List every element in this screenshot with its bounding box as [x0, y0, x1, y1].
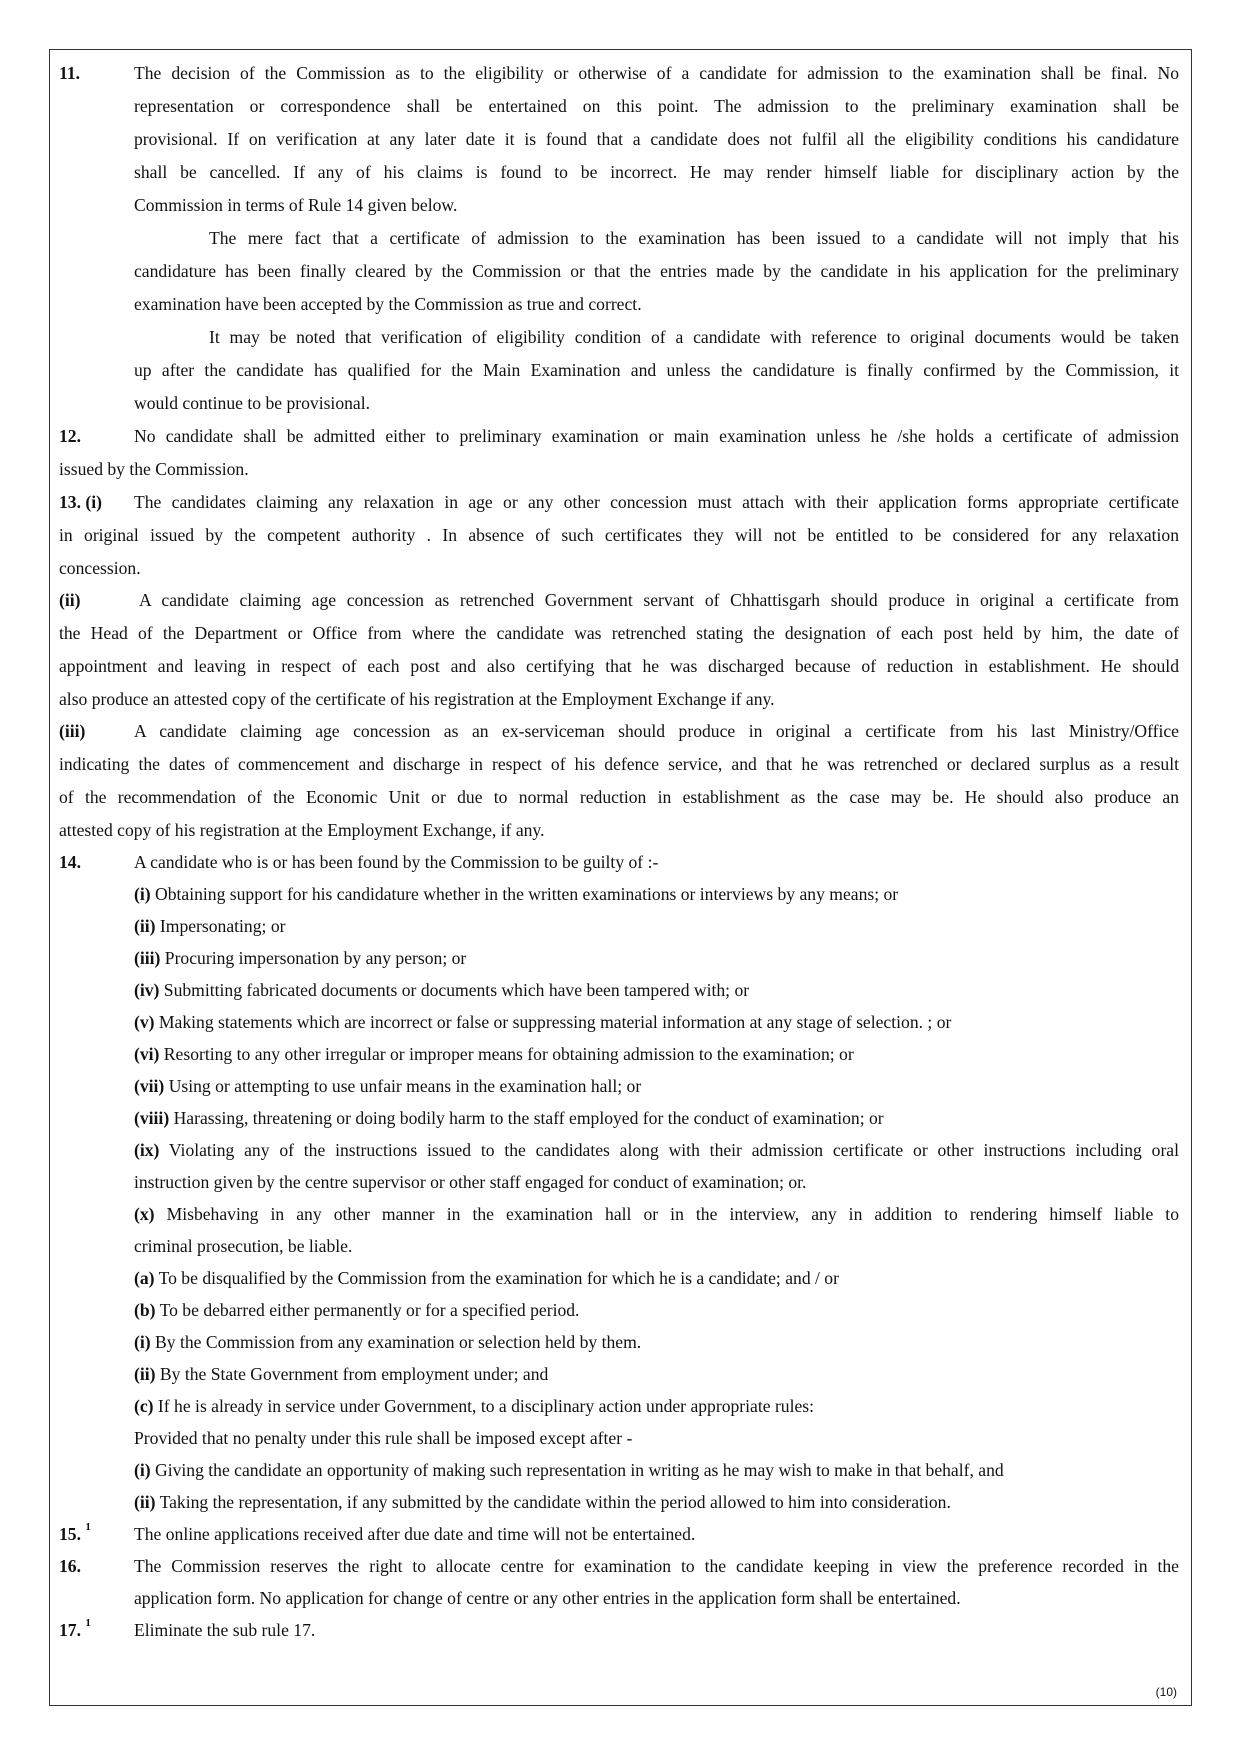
text-line: The Commission reserves the right to allocate centre for examination to the candidate keeping in view the preference recorded in the: [134, 1556, 1179, 1576]
document-body: [59, 57, 1179, 1646]
rule-number: 16.: [59, 1556, 81, 1576]
text-line: application form. No application for change of centre or any other entries in the application form shall be entertained.: [134, 1588, 961, 1608]
text-line: No candidate shall be admitted either to preliminary examination or main examination unless he /she holds a certificate of admission: [134, 426, 1179, 446]
text-line: representation or correspondence shall be entertained on this point. The admission to the preliminary examination shall be: [134, 96, 1179, 116]
rule-15: [59, 1518, 1179, 1550]
rule-17: [59, 1614, 1179, 1646]
text-line: issued by the Commission.: [59, 459, 249, 479]
text-line: Using or attempting to use unfair means in the examination hall; or: [164, 1076, 642, 1096]
list-item: [59, 910, 1179, 942]
clause-label: (c): [134, 1396, 154, 1416]
text-line: Impersonating; or: [155, 916, 286, 936]
text-line: By the Commission from any examination or selection held by them.: [150, 1332, 642, 1352]
proviso-text: Provided that no penalty under this rule shall be imposed except after -: [134, 1428, 633, 1448]
text-line: The mere fact that a certificate of admission to the examination has been issued to a candidate will not imply that his: [209, 228, 1179, 248]
text-line: Giving the candidate an opportunity of making such representation in writing as he may wish to make in that behalf, and: [150, 1460, 1004, 1480]
text-line: also produce an attested copy of the certificate of his registration at the Employment Exchange if any.: [59, 689, 775, 709]
page-frame: [49, 49, 1192, 1706]
text-line: indicating the dates of commencement and discharge in respect of his defence service, and that he was retrenched or declared surplus as a result: [59, 754, 1179, 774]
list-item: [59, 1326, 1179, 1358]
text-line: Obtaining support for his candidature whether in the written examinations or interviews by any means; or: [150, 884, 899, 904]
clause-label: (a): [134, 1268, 155, 1288]
list-item: [59, 1038, 1179, 1070]
clause-label: (ii): [134, 1364, 156, 1384]
text-line: Resorting to any other irregular or improper means for obtaining admission to the examination; or: [159, 1044, 854, 1064]
list-item: [59, 1486, 1179, 1518]
rule-12: [59, 420, 1179, 486]
clause-label: (i): [134, 1460, 151, 1480]
rule-number: 11.: [59, 63, 81, 83]
rule-13: [59, 486, 1179, 846]
text-line: The decision of the Commission as to the eligibility or otherwise of a candidate for admission to the examination shall be final. No: [134, 63, 1179, 83]
text-line: If he is already in service under Government, to a disciplinary action under appropriate rules:: [153, 1396, 815, 1416]
list-item: [59, 1294, 1179, 1326]
clause-label: (i): [134, 1332, 151, 1352]
text-line: in original issued by the competent authority . In absence of such certificates they will not be entitled to be considered for any relaxation: [59, 525, 1179, 545]
text-line: It may be noted that verification of eligibility condition of a candidate with reference to original documents would be taken: [209, 327, 1179, 347]
rule-number: 13. (i): [59, 492, 102, 512]
list-item: [59, 1262, 1179, 1294]
clause-label: (ix): [134, 1140, 160, 1160]
list-item: [59, 974, 1179, 1006]
text-line: A candidate who is or has been found by the Commission to be guilty of :-: [134, 852, 659, 872]
clause-label: (ii): [134, 916, 156, 936]
text-line: appointment and leaving in respect of each post and also certifying that he was discharged because of reduction in establishment. He should: [59, 656, 1179, 676]
clause-label: (i): [134, 884, 151, 904]
rule-number: 14.: [59, 852, 81, 872]
text-line: The online applications received after due date and time will not be entertained.: [134, 1524, 696, 1544]
text-line: Harassing, threatening or doing bodily harm to the staff employed for the conduct of examination; or: [169, 1108, 884, 1128]
text-line: A candidate claiming age concession as retrenched Government servant of Chhattisgarh should produce in original a certificate from: [139, 590, 1179, 610]
clause-number: (ii): [59, 590, 81, 610]
list-item: [59, 942, 1179, 974]
text-line: Violating any of the instructions issued to the candidates along with their admission certificate or other instructions including oral: [159, 1140, 1179, 1160]
clause-label: (x): [134, 1204, 155, 1224]
clause-label: (vii): [134, 1076, 165, 1096]
text-line: To be disqualified by the Commission from the examination for which he is a candidate; and / or: [154, 1268, 839, 1288]
page-number: (10): [1155, 1685, 1177, 1699]
text-line: examination have been accepted by the Commission as true and correct.: [134, 294, 642, 314]
clause-label: (viii): [134, 1108, 170, 1128]
text-line: Submitting fabricated documents or documents which have been tampered with; or: [159, 980, 750, 1000]
text-line: up after the candidate has qualified for the Main Examination and unless the candidature is finally confirmed by the Commission, it: [134, 360, 1179, 380]
clause-label: (iv): [134, 980, 160, 1000]
text-line: attested copy of his registration at the Employment Exchange, if any.: [59, 820, 545, 840]
text-line: Eliminate the sub rule 17.: [134, 1620, 316, 1640]
clause-label: (v): [134, 1012, 155, 1032]
text-line: Commission in terms of Rule 14 given below.: [134, 195, 458, 215]
text-line: Taking the representation, if any submitted by the candidate within the period allowed to him into consideration.: [155, 1492, 951, 1512]
list-item: [59, 1102, 1179, 1134]
text-line: A candidate claiming age concession as an ex-serviceman should produce in original a certificate from his last Ministry/Office: [134, 721, 1179, 741]
text-line: of the recommendation of the Economic Unit or due to normal reduction in establishment as the case may be. He should also produce an: [59, 787, 1179, 807]
list-item: [59, 1006, 1179, 1038]
list-item: [59, 878, 1179, 910]
rule-16: [59, 1550, 1179, 1614]
clause-number: (iii): [59, 721, 86, 741]
text-line: the Head of the Department or Office from where the candidate was retrenched stating the designation of each post held by him, the date of: [59, 623, 1179, 643]
footnote-marker: 1: [85, 1521, 91, 1534]
text-line: To be debarred either permanently or for a specified period.: [155, 1300, 580, 1320]
list-item: [59, 1454, 1179, 1486]
text-line: candidature has been finally cleared by the Commission or that the entries made by the candidate in his application for the preliminary: [134, 261, 1179, 281]
rule-11: [59, 57, 1179, 420]
clause-label: (ii): [134, 1492, 156, 1512]
list-item: [59, 1358, 1179, 1390]
text-line: concession.: [59, 558, 141, 578]
text-line: shall be cancelled. If any of his claims is found to be incorrect. He may render himself liable for disciplinary action by the: [134, 162, 1179, 182]
rule-number: 15.: [59, 1524, 81, 1544]
list-item: [59, 1390, 1179, 1422]
rule-number: 12.: [59, 426, 81, 446]
text-line: provisional. If on verification at any later date it is found that a candidate does not fulfil all the eligibility conditions his candidature: [134, 129, 1179, 149]
text-line: criminal prosecution, be liable.: [134, 1236, 353, 1256]
text-line: instruction given by the centre supervisor or other staff engaged for conduct of examination; or.: [134, 1172, 807, 1192]
text-line: Making statements which are incorrect or false or suppressing material information at any stage of selection. ; or: [154, 1012, 952, 1032]
footnote-marker: 1: [85, 1617, 91, 1630]
rule-14: [59, 846, 1179, 1518]
text-line: Misbehaving in any other manner in the examination hall or in the interview, any in addition to rendering himself liable to: [154, 1204, 1179, 1224]
rule-number: 17.: [59, 1620, 81, 1640]
text-line: The candidates claiming any relaxation in age or any other concession must attach with their application forms appropriate certificate: [134, 492, 1179, 512]
text-line: Procuring impersonation by any person; or: [160, 948, 467, 968]
text-line: By the State Government from employment under; and: [155, 1364, 549, 1384]
list-item: [59, 1070, 1179, 1102]
clause-label: (vi): [134, 1044, 160, 1064]
clause-label: (iii): [134, 948, 161, 968]
clause-label: (b): [134, 1300, 156, 1320]
text-line: would continue to be provisional.: [134, 393, 371, 413]
